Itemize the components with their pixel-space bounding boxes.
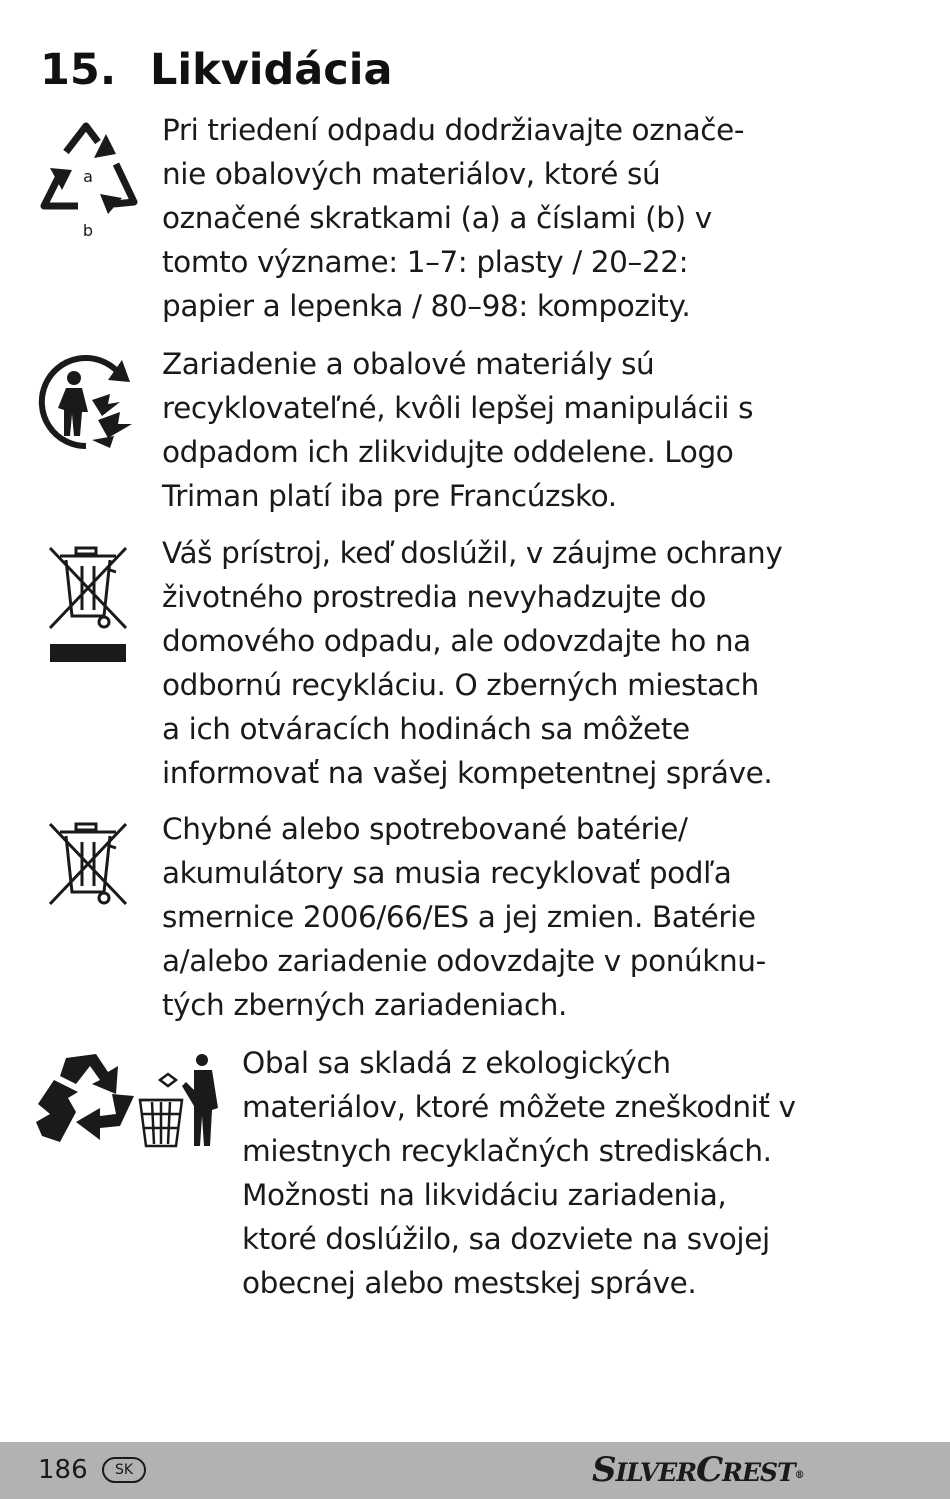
battery-disposal-paragraph <box>162 807 842 1027</box>
text-line: Možnosti na likvidáciu zariadenia, <box>242 1178 727 1212</box>
text-line: Zariadenie a obalové materiály sú <box>162 347 655 381</box>
text-line: obecnej alebo mestskej správe. <box>242 1266 697 1300</box>
recycling-code-paragraph <box>162 108 842 328</box>
text-line: označené skratkami (a) a číslami (b) v <box>162 201 712 235</box>
text-line: Chybné alebo spotrebované batérie/ <box>162 812 688 846</box>
section-number: 15. <box>40 45 117 95</box>
triman-logo-icon <box>36 350 140 454</box>
text-line: domového odpadu, ale odovzdajte ho na <box>162 624 751 658</box>
page-footer <box>0 1442 950 1499</box>
text-line: ktoré doslúžilo, sa dozviete na svojej <box>242 1222 770 1256</box>
language-badge: SK <box>102 1457 146 1483</box>
device-disposal-paragraph <box>162 531 842 795</box>
page-number: 186 <box>38 1455 88 1485</box>
text-line: recyklovateľné, kvôli lepšej manipulácii s <box>162 391 754 425</box>
text-line: Triman platí iba pre Francúzsko. <box>162 479 617 513</box>
packaging-disposal-paragraph <box>242 1041 842 1305</box>
recycling-code-label-b: b <box>82 221 94 240</box>
text-line: Váš prístroj, keď doslúžil, v záujme ochrany <box>162 536 783 570</box>
brand-part: REST <box>722 1458 795 1487</box>
text-line: odpadom ich zlikvidujte oddelene. Logo <box>162 435 734 469</box>
text-line: odbornú recykláciu. O zberných miestach <box>162 668 759 702</box>
brand-part: ILVER <box>615 1458 697 1487</box>
triman-paragraph <box>162 342 842 518</box>
section-heading <box>40 40 393 100</box>
text-line: životného prostredia nevyhadzujte do <box>162 580 707 614</box>
recycling-code-triangle-icon <box>36 118 140 242</box>
registered-mark: ® <box>794 1470 804 1481</box>
section-title: Likvidácia <box>150 45 393 95</box>
crossed-bin-with-bar-icon <box>46 544 130 666</box>
brand-initial: S <box>592 1450 616 1490</box>
text-line: informovať na vašej kompetentnej správe. <box>162 756 773 790</box>
crossed-bin-icon <box>46 820 130 908</box>
text-line: materiálov, ktoré môžete zneškodniť v <box>242 1090 796 1124</box>
text-line: smernice 2006/66/ES a jej zmien. Batérie <box>162 900 756 934</box>
text-line: akumulátory sa musia recyklovať podľa <box>162 856 732 890</box>
recycling-code-label-a: a <box>83 167 93 186</box>
text-line: miestnych recyklačných strediskách. <box>242 1134 772 1168</box>
text-line: nie obalových materiálov, ktoré sú <box>162 157 661 191</box>
text-line: a/alebo zariadenie odovzdajte v ponúknu- <box>162 944 766 978</box>
text-line: tých zberných zariadeniach. <box>162 988 568 1022</box>
recycle-and-tidyman-icon <box>36 1050 222 1154</box>
brand-initial: C <box>696 1450 723 1490</box>
text-line: Obal sa skladá z ekologických <box>242 1046 671 1080</box>
brand-logo <box>592 1450 804 1493</box>
text-line: a ich otváracích hodinách sa môžete <box>162 712 690 746</box>
text-line: Pri triedení odpadu dodržiavajte označe- <box>162 113 745 147</box>
text-line: tomto význame: 1–7: plasty / 20–22: <box>162 245 689 279</box>
text-line: papier a lepenka / 80–98: kompozity. <box>162 289 691 323</box>
